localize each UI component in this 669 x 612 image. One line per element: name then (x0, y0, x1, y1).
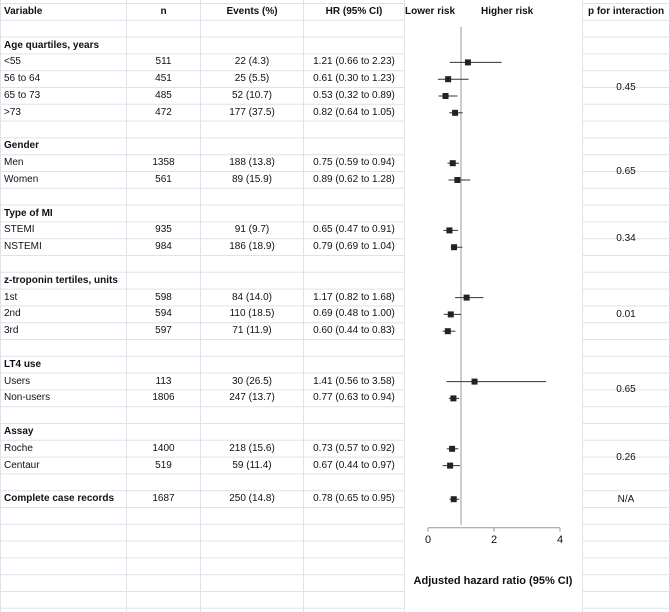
row-hr-text: 0.75 (0.59 to 0.94) (313, 157, 395, 169)
row-events: 71 (11.9) (232, 325, 272, 337)
row-events: 250 (14.8) (229, 493, 275, 505)
row-label: Men (4, 157, 24, 169)
hr-point (450, 395, 456, 401)
row-hr-text: 0.82 (0.64 to 1.05) (313, 106, 395, 118)
row-label: <55 (4, 56, 21, 68)
row-events: 89 (15.9) (231, 174, 273, 185)
row-n: 451 (155, 73, 172, 85)
p-interaction-value: 0.45 (616, 82, 636, 93)
row-n: 598 (155, 291, 172, 303)
header-higher-risk: Higher risk (481, 6, 534, 17)
hr-point (450, 160, 456, 166)
row-hr-text: 0.61 (0.30 to 1.23) (313, 73, 395, 85)
row-n: 519 (155, 459, 172, 471)
row-n: 485 (155, 90, 172, 101)
row-n: 561 (155, 174, 172, 185)
row-label: Users (4, 375, 31, 387)
row-hr-text: 0.67 (0.44 to 0.97) (313, 459, 395, 471)
row-n: 472 (155, 106, 172, 118)
row-n: 113 (155, 375, 172, 387)
row-n: 594 (155, 308, 172, 320)
group-label: Type of MI (4, 207, 53, 219)
header-hr: HR (95% CI) (325, 6, 383, 17)
hr-point (447, 463, 453, 469)
row-label: STEMI (4, 224, 35, 236)
x-tick-label: 0 (424, 533, 432, 546)
hr-point (446, 227, 452, 233)
x-tick-label: 2 (490, 533, 498, 546)
row-hr-text: 1.21 (0.66 to 2.23) (313, 56, 395, 68)
p-interaction-value: 0.65 (616, 166, 636, 177)
row-hr-text: 0.78 (0.65 to 0.95) (313, 493, 395, 505)
row-events: 84 (14.0) (231, 291, 273, 303)
row-events: 22 (4.3) (234, 56, 270, 68)
row-events: 247 (13.7) (229, 392, 275, 404)
row-events: 110 (18.5) (229, 308, 275, 320)
row-n: 597 (155, 325, 172, 337)
hr-point (452, 110, 458, 116)
header-n: n (160, 6, 167, 17)
x-axis-title: Adjusted hazard ratio (95% CI) (413, 575, 573, 587)
row-hr-text: 1.41 (0.56 to 3.58) (313, 375, 395, 387)
row-label: >73 (4, 106, 21, 118)
row-n: 511 (155, 56, 172, 68)
p-interaction-value: 0.26 (616, 451, 636, 463)
row-hr-text: 0.69 (0.48 to 1.00) (313, 308, 395, 320)
row-hr-text: 0.73 (0.57 to 0.92) (313, 442, 395, 454)
hr-point (451, 496, 457, 502)
row-hr-text: 0.65 (0.47 to 0.91) (313, 224, 395, 236)
row-events: 30 (26.5) (231, 375, 273, 387)
row-n: 1687 (152, 493, 175, 505)
row-events: 25 (5.5) (234, 73, 270, 85)
row-hr-text: 0.77 (0.63 to 0.94) (313, 392, 395, 404)
row-label: Women (4, 174, 39, 185)
p-interaction-value: 0.34 (616, 233, 636, 245)
row-hr-text: 1.17 (0.82 to 1.68) (313, 291, 395, 303)
row-n: 1400 (152, 442, 175, 454)
x-tick-label: 4 (556, 533, 564, 546)
row-label: 65 to 73 (4, 90, 41, 101)
row-label: 2nd (4, 308, 21, 320)
hr-point (449, 446, 455, 452)
row-label: Roche (4, 442, 33, 454)
row-label: 3rd (4, 325, 19, 337)
group-label: z-troponin tertiles, units (4, 274, 118, 286)
hr-point (445, 328, 451, 334)
row-events: 59 (11.4) (232, 459, 272, 471)
row-events: 186 (18.9) (229, 241, 275, 253)
p-interaction-value: 0.65 (616, 384, 636, 396)
row-hr-text: 0.89 (0.62 to 1.28) (313, 174, 395, 185)
row-events: 91 (9.7) (234, 224, 270, 236)
hr-point (464, 295, 470, 301)
row-n: 935 (155, 224, 172, 236)
hr-point (448, 311, 454, 317)
header-variable: Variable (4, 6, 43, 17)
row-label: Centaur (4, 459, 40, 471)
row-events: 218 (15.6) (229, 442, 275, 454)
group-label: Age quartiles, years (4, 39, 100, 51)
hr-point (472, 379, 478, 385)
row-n: 984 (155, 241, 172, 253)
group-label: Assay (4, 426, 34, 437)
row-label: Non-users (4, 392, 51, 404)
row-hr-text: 0.53 (0.32 to 0.89) (313, 90, 395, 101)
hr-point (442, 93, 448, 99)
row-hr-text: 0.60 (0.44 to 0.83) (313, 325, 395, 337)
group-label: Gender (4, 140, 40, 152)
row-n: 1806 (152, 392, 175, 404)
hr-point (445, 76, 451, 82)
hr-point (465, 59, 471, 65)
hr-point (454, 177, 460, 183)
row-label: 1st (4, 291, 18, 303)
row-label: NSTEMI (4, 241, 42, 253)
p-interaction-value: N/A (617, 493, 635, 505)
group-label: LT4 use (4, 358, 42, 370)
header-p-interaction: p for interaction (587, 6, 665, 17)
row-n: 1358 (152, 157, 175, 169)
hr-point (451, 244, 457, 250)
header-lower-risk: Lower risk (405, 6, 456, 17)
p-interaction-value: 0.01 (616, 308, 636, 320)
row-events: 52 (10.7) (231, 90, 273, 101)
header-events: Events (%) (226, 6, 278, 17)
row-events: 177 (37.5) (229, 106, 275, 118)
group-label: Complete case records (4, 493, 115, 505)
row-events: 188 (13.8) (229, 157, 275, 169)
row-hr-text: 0.79 (0.69 to 1.04) (313, 241, 395, 253)
row-label: 56 to 64 (4, 73, 41, 85)
